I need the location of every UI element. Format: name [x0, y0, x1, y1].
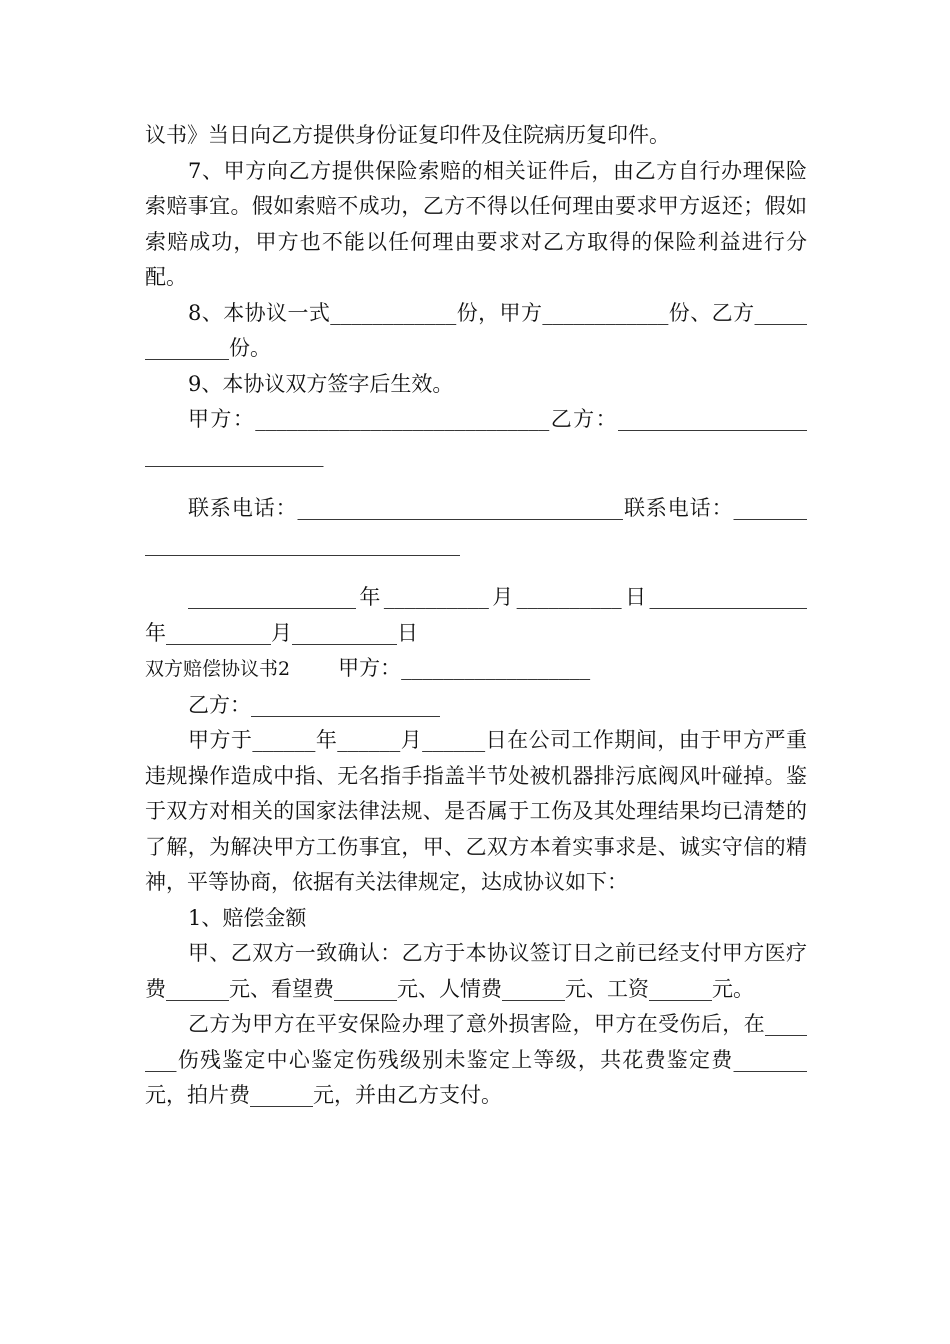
spacer [145, 562, 807, 580]
paragraph-clause-8: 8、本协议一式____________份，甲方____________份、乙方_____________份。 [145, 300, 807, 360]
document-body [145, 118, 807, 1114]
date-line: ________________年__________月__________日_______________年__________月__________日 [145, 585, 807, 645]
paragraph-clause-7: 7、甲方向乙方提供保险索赔的相关证件后，由乙方自行办理保险索赔事宜。假如索赔不成功，乙方不得以任何理由要求甲方返还；假如索赔成功，甲方也不能以任何理由要求对乙方取得的保险利益进行分配。 [145, 158, 807, 289]
paragraph-line-1: 议书》当日向乙方提供身份证复印件及住院病历复印件。 [145, 123, 670, 147]
party-b-field: 乙方：__________________ [188, 692, 440, 717]
contact-phone-line: 联系电话：_______________________________联系电话：_____________________________________ [145, 496, 807, 556]
section-title: 双方赔偿协议书2 [145, 658, 291, 680]
section-title-line [145, 651, 807, 688]
spacer [145, 473, 807, 491]
party-a-field: 甲方：__________________ [338, 656, 591, 680]
heading-compensation: 1、赔偿金额 [188, 905, 307, 930]
paragraph-background: 甲方于______年______月______日在公司工作期间，由于甲方严重违规操作造成中指、无名指手指盖半节处被机器排污底阀风叶碰掉。鉴于双方对相关的国家法律法规、是否属于工伤及其处理结果均已清楚的了解，为解决甲方工伤事宜，甲、乙双方本着实事求是、诚实守信的精神，平等协商，依据有关法律规定，达成协议如下： [145, 728, 807, 894]
signature-parties-line: 甲方：____________________________乙方：___________________________________ [145, 407, 807, 467]
paragraph-insurance: 乙方为甲方在平安保险办理了意外损害险，甲方在受伤后，在_______伤残鉴定中心鉴定伤残级别未鉴定上等级，共花费鉴定费_______元，拍片费______元，并由乙方支付。 [145, 1012, 807, 1107]
paragraph-compensation-confirm: 甲、乙双方一致确认：乙方于本协议签订日之前已经支付甲方医疗费______元、看望费______元、人情费______元、工资______元。 [145, 941, 807, 1001]
paragraph-clause-9: 9、本协议双方签字后生效。 [188, 371, 454, 396]
